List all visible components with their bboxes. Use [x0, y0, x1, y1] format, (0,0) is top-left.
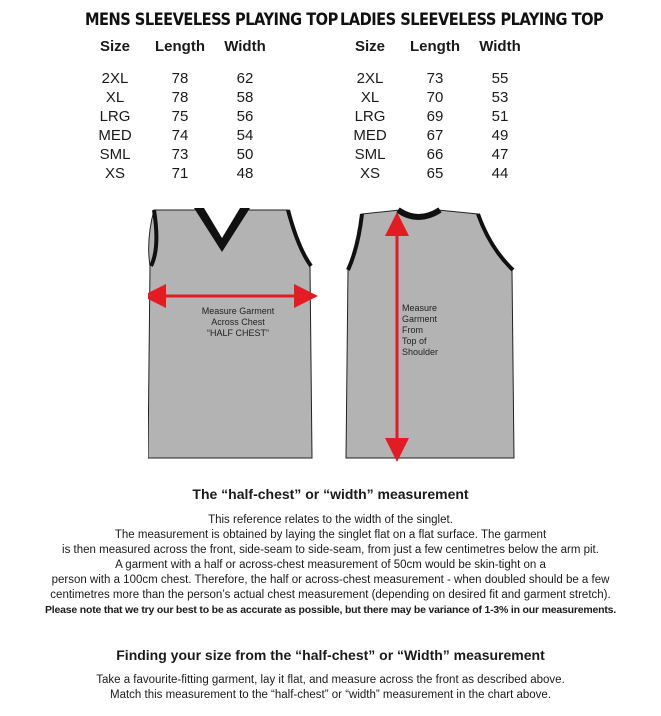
length-cell: 78: [171, 70, 189, 87]
length-cell: 75: [171, 108, 189, 125]
width-cell: 44: [491, 165, 509, 182]
mens-size-table: [85, 38, 275, 183]
length-cell: 65: [426, 165, 444, 182]
table-row: [85, 88, 275, 107]
length-cell: 78: [171, 89, 189, 106]
table-row: [340, 69, 530, 88]
length-label-line: Shoulder: [402, 347, 439, 357]
size-column-header: Size: [99, 38, 130, 55]
table-row: [85, 107, 275, 126]
size-cell: XS: [359, 165, 380, 182]
width-column-header: Width: [479, 38, 521, 55]
table-row: [85, 145, 275, 164]
chest-label-line: Measure Garment: [201, 306, 275, 316]
size-cell: SML: [99, 146, 131, 163]
table-header-row: [85, 38, 275, 69]
finding-size-heading: Finding your size from the “half-chest” or “Width” measurement: [116, 647, 545, 663]
paragraph-line: person with a 100cm chest. Therefore, the half or across-chest measurement - when doubled should be a few: [51, 574, 610, 586]
length-column-header: Length: [410, 38, 460, 55]
paragraph-line: centimetres more than the person’s actual chest measurement (depending on desired fit and garment stretch).: [50, 589, 611, 601]
ladies-size-chart: [340, 10, 604, 183]
length-measure-label: [402, 303, 462, 358]
length-cell: 66: [426, 146, 444, 163]
table-row: [85, 164, 275, 183]
mens-chart-title: MENS SLEEVELESS PLAYING TOP: [85, 10, 338, 30]
back-singlet-neck-trim: [398, 210, 440, 217]
mens-size-chart: [85, 10, 338, 183]
length-label-line: Top of: [402, 336, 427, 346]
length-cell: 74: [171, 127, 189, 144]
size-cell: SML: [354, 146, 386, 163]
table-row: [340, 107, 530, 126]
table-row: [340, 88, 530, 107]
paragraph-line: This reference relates to the width of the singlet.: [208, 514, 453, 526]
half-chest-section: [0, 486, 661, 618]
size-cell: LRG: [354, 108, 386, 125]
length-label-line: From: [402, 325, 423, 335]
table-row: [85, 69, 275, 88]
chest-measure-label: [178, 306, 298, 339]
size-column-header: Size: [354, 38, 385, 55]
size-cell: XL: [105, 89, 125, 106]
half-chest-heading: The “half-chest” or “width” measurement: [192, 486, 469, 502]
ladies-chart-title: LADIES SLEEVELESS PLAYING TOP: [340, 10, 604, 30]
width-cell: 47: [491, 146, 509, 163]
length-column-header: Length: [155, 38, 205, 55]
size-cell: 2XL: [101, 70, 129, 87]
accuracy-note: Please note that we try our best to be as accurate as possible, but there may be variance of 1-3% in our measurements.: [44, 604, 617, 616]
width-cell: 53: [491, 89, 509, 106]
length-cell: 73: [426, 70, 444, 87]
size-cell: LRG: [99, 108, 131, 125]
paragraph-line: Match this measurement to the “half-chest” or “width” measurement in the chart above.: [109, 689, 552, 701]
table-row: [340, 145, 530, 164]
length-cell: 69: [426, 108, 444, 125]
length-cell: 70: [426, 89, 444, 106]
width-cell: 50: [236, 146, 254, 163]
chest-label-line: Across Chest: [211, 317, 265, 327]
width-cell: 49: [491, 127, 509, 144]
table-row: [85, 126, 275, 145]
width-cell: 56: [236, 108, 254, 125]
width-cell: 58: [236, 89, 254, 106]
size-cell: XS: [104, 165, 125, 182]
width-cell: 55: [491, 70, 509, 87]
length-cell: 67: [426, 127, 444, 144]
width-cell: 62: [236, 70, 254, 87]
chest-label-line: “HALF CHEST”: [206, 328, 269, 338]
paragraph-line: The measurement is obtained by laying the singlet flat on a flat surface. The garment: [114, 529, 547, 541]
width-cell: 48: [236, 165, 254, 182]
size-cell: 2XL: [356, 70, 384, 87]
paragraph-line: Take a favourite-fitting garment, lay it flat, and measure across the front as described above.: [96, 674, 565, 686]
width-cell: 54: [236, 127, 254, 144]
width-column-header: Width: [224, 38, 266, 55]
finding-size-section: [0, 647, 661, 703]
ladies-size-table: [340, 38, 530, 183]
length-cell: 71: [171, 165, 189, 182]
width-cell: 51: [491, 108, 509, 125]
paragraph-line: is then measured across the front, side-seam to side-seam, from just a few centimetres below the arm pit.: [62, 544, 599, 556]
size-cell: MED: [98, 127, 132, 144]
length-label-line: Measure: [402, 303, 438, 313]
length-cell: 73: [171, 146, 189, 163]
size-cell: XL: [360, 89, 380, 106]
paragraph-line: A garment with a half or across-chest measurement of 50cm would be skin-tight on a: [115, 559, 546, 571]
table-row: [340, 164, 530, 183]
table-row: [340, 126, 530, 145]
length-label-line: Garment: [402, 314, 438, 324]
measurement-diagram: [148, 200, 528, 470]
table-header-row: [340, 38, 530, 69]
size-cell: MED: [353, 127, 387, 144]
